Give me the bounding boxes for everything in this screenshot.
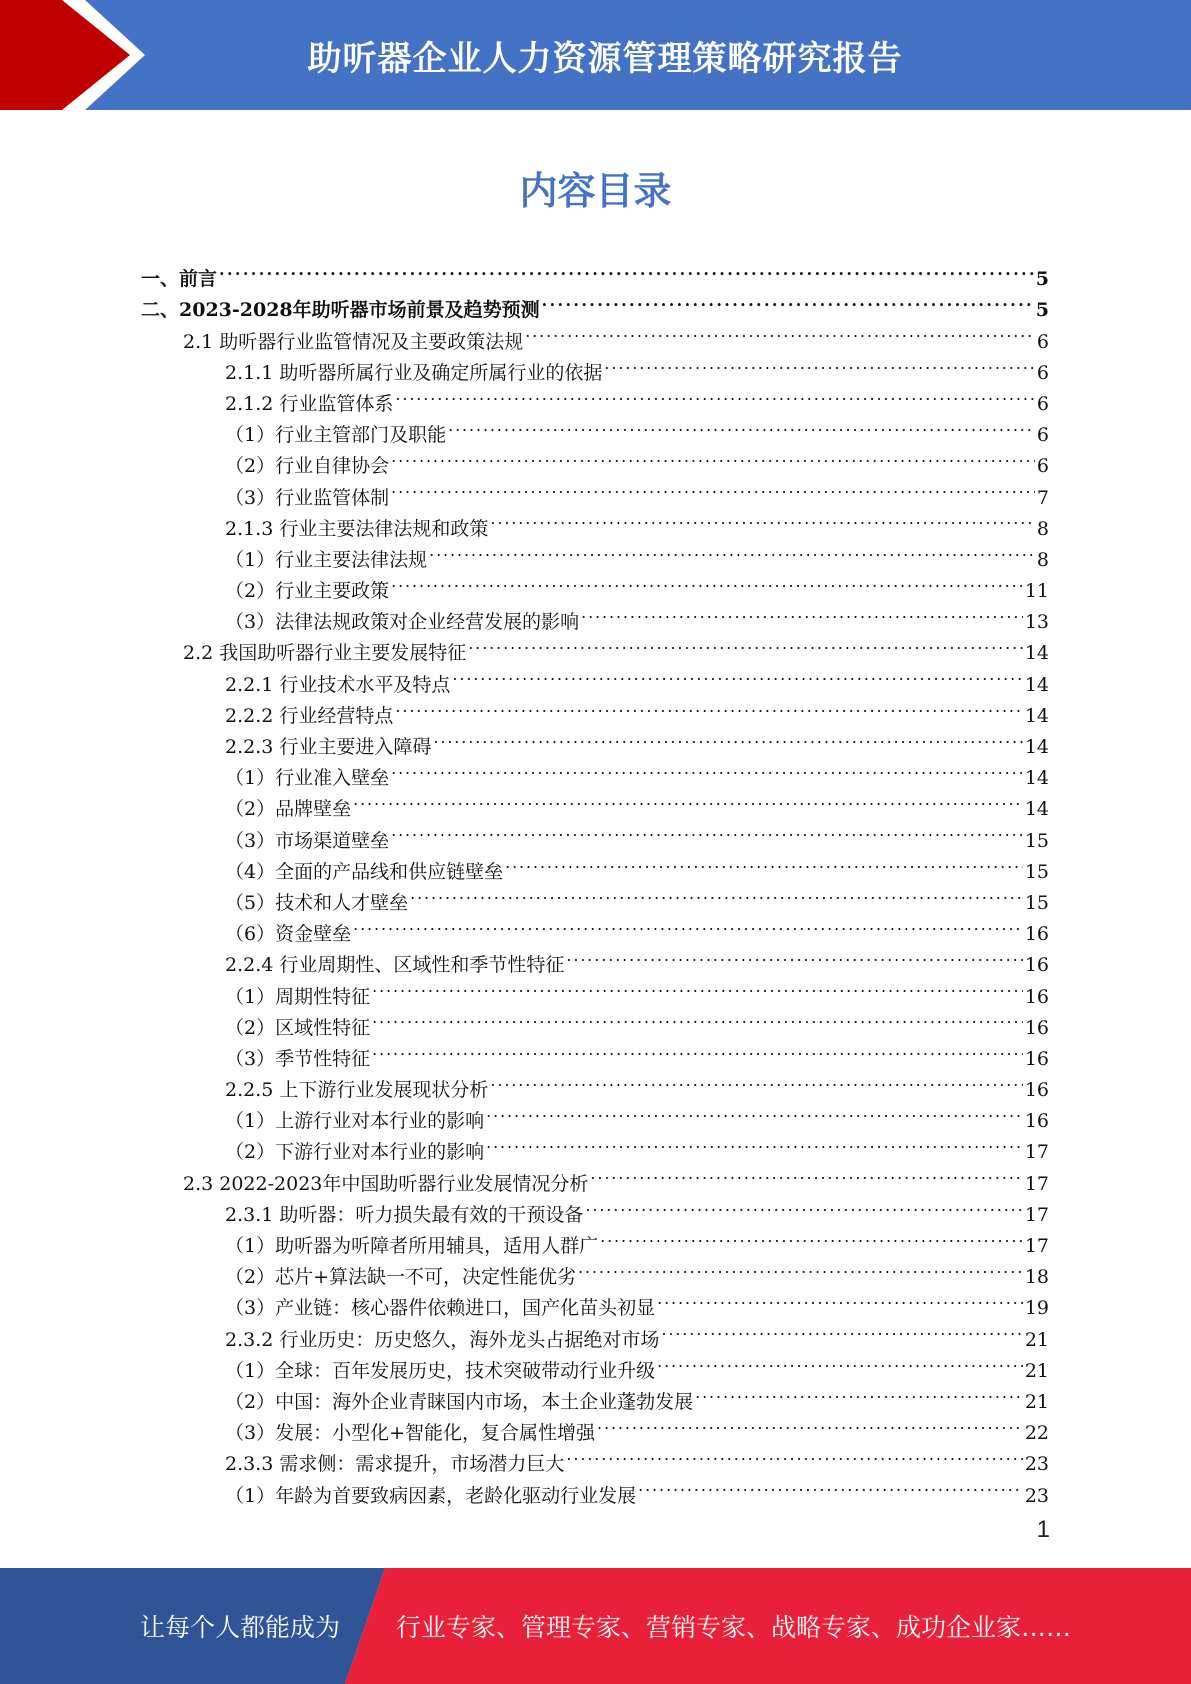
dot-leader <box>638 1470 1023 1501</box>
toc-entry-label: 2.3.2 行业历史：历史悠久，海外龙头占据绝对市场 <box>225 1328 660 1351</box>
toc-entry-label: 2.2.3 行业主要进入障碍 <box>225 736 432 758</box>
toc-entry-label: （3）法律法规政策对企业经营发展的影响 <box>225 611 580 634</box>
dot-leader <box>448 410 1035 441</box>
toc-entry-page: 15 <box>1024 891 1049 914</box>
dot-leader <box>429 535 1035 566</box>
dot-leader <box>490 504 1035 535</box>
footer-slogan-left: 让每个人都能成为 <box>140 1613 341 1642</box>
toc-entry-page: 14 <box>1024 642 1049 665</box>
dot-leader <box>391 815 1023 846</box>
dot-leader <box>433 722 1022 753</box>
toc-entry-label: 2.2 我国助听器行业主要发展特征 <box>183 642 467 665</box>
dot-leader <box>219 254 1034 285</box>
toc-entry-page: 21 <box>1024 1359 1049 1382</box>
toc-entry-page: 16 <box>1024 954 1049 977</box>
toc-entry-label: 2.1.1 助听器所属行业及确定所属行业的依据 <box>225 361 603 384</box>
header-banner <box>0 0 1191 110</box>
toc-entry-page: 22 <box>1024 1422 1049 1445</box>
toc-entry-page: 14 <box>1024 767 1049 790</box>
toc-entry-label: （6）资金壁垒 <box>225 923 352 946</box>
toc-entry-page: 11 <box>1024 580 1049 603</box>
footer-slogan-right: 行业专家、管理专家、营销专家、战略专家、成功企业家…… <box>396 1613 1072 1642</box>
toc-entry-page: 19 <box>1024 1297 1049 1320</box>
toc-entry-label: （1）上游行业对本行业的影响 <box>225 1110 485 1133</box>
dot-leader <box>391 566 1023 597</box>
toc-entry-label: （1）年龄为首要致病因素，老龄化驱动行业发展 <box>225 1484 637 1507</box>
toc-entry-label: （3）发展：小型化+智能化，复合属性增强 <box>225 1422 596 1445</box>
dot-leader <box>391 472 1035 503</box>
dot-leader <box>657 1283 1023 1314</box>
dot-leader <box>590 1158 1022 1189</box>
toc-heading: 内容目录 <box>519 168 672 213</box>
dot-leader <box>490 1065 1022 1096</box>
dot-leader <box>566 940 1022 971</box>
toc-entry-page: 5 <box>1035 268 1049 291</box>
toc-entry-page: 6 <box>1036 361 1049 384</box>
dot-leader <box>525 316 1035 347</box>
toc-entry-label: （1）行业准入壁垒 <box>225 767 390 790</box>
toc-entry-label: 2.2.1 行业技术水平及特点 <box>225 673 451 696</box>
toc-entry-page: 14 <box>1024 798 1049 821</box>
toc-entry-label: 2.1.2 行业监管体系 <box>225 392 394 415</box>
chevron-arrow-icon <box>0 0 160 110</box>
toc-entry-page: 15 <box>1024 860 1049 883</box>
dot-leader <box>585 1190 1022 1221</box>
toc-entry-label: （2）行业主要政策 <box>225 580 390 603</box>
toc-entry-label: 2.1 助听器行业监管情况及主要政策法规 <box>183 330 524 353</box>
dot-leader <box>566 1439 1022 1470</box>
toc-entry-label: （2）区域性特征 <box>225 1016 371 1039</box>
toc-entry-page: 16 <box>1024 923 1049 946</box>
toc-entry-page: 8 <box>1036 548 1049 571</box>
toc-entry[interactable] <box>141 254 1049 291</box>
dot-leader <box>410 878 1023 909</box>
toc-entry-page: 18 <box>1024 1266 1049 1289</box>
dot-leader <box>505 847 1023 878</box>
toc-entry-label: （2）中国：海外企业青睐国内市场，本土企业蓬勃发展 <box>225 1390 694 1413</box>
dot-leader <box>604 348 1035 379</box>
toc-entry-label: （5）技术和人才壁垒 <box>225 891 409 914</box>
dot-leader <box>600 1221 1023 1252</box>
toc-entry-label: （3）产业链：核心器件依赖进口，国产化苗头初显 <box>225 1297 656 1320</box>
dot-leader <box>372 1003 1023 1034</box>
toc-entry-page: 16 <box>1024 1079 1049 1102</box>
dot-leader <box>395 379 1035 410</box>
toc-entry-label: （2）下游行业对本行业的影响 <box>225 1141 485 1164</box>
dot-leader <box>468 628 1023 659</box>
toc-entry-label: （1）行业主要法律法规 <box>225 548 428 571</box>
toc-entry-page: 23 <box>1024 1484 1049 1507</box>
toc-entry-label: （2）芯片+算法缺一不可，决定性能优劣 <box>225 1266 577 1289</box>
dot-leader <box>372 1034 1023 1065</box>
toc-entry-label: 2.3 2022-2023年中国助听器行业发展情况分析 <box>183 1172 589 1195</box>
toc-entry-page: 21 <box>1024 1328 1049 1351</box>
toc-entry-page: 14 <box>1024 736 1049 758</box>
toc-entry-label: （3）行业监管体制 <box>225 486 390 509</box>
toc-entry-page: 5 <box>1035 299 1049 322</box>
dot-leader <box>542 285 1034 316</box>
toc-entry[interactable] <box>141 285 1049 322</box>
report-title: 助听器企业人力资源管理策略研究报告 <box>307 38 903 79</box>
dot-leader <box>597 1408 1023 1439</box>
toc-entry-label: （1）行业主管部门及职能 <box>225 424 447 447</box>
dot-leader <box>661 1314 1022 1345</box>
toc-entry-label: （2）品牌壁垒 <box>225 798 352 821</box>
toc-entry-page: 17 <box>1024 1203 1049 1226</box>
toc-entry-page: 17 <box>1024 1235 1049 1257</box>
toc-entry-label: 2.2.4 行业周期性、区域性和季节性特征 <box>225 954 565 977</box>
page-number: 1 <box>1036 1516 1050 1543</box>
toc-entry-label: （1）助听器为听障者所用辅具，适用人群广 <box>225 1235 599 1257</box>
toc-entry-page: 16 <box>1024 985 1049 1008</box>
dot-leader <box>581 597 1023 628</box>
dot-leader <box>391 441 1035 472</box>
toc-entry-label: 一、前言 <box>141 268 218 291</box>
toc-entry-label: 2.3.3 需求侧：需求提升，市场潜力巨大 <box>225 1453 565 1476</box>
toc-entry-label: （1）周期性特征 <box>225 985 371 1008</box>
dot-leader <box>353 784 1023 815</box>
footer-banner <box>0 1568 1191 1684</box>
toc-entry-page: 17 <box>1024 1172 1049 1195</box>
toc-entry-page: 8 <box>1036 517 1049 540</box>
dot-leader <box>486 1096 1023 1127</box>
toc-entry-page: 6 <box>1036 330 1049 353</box>
toc-entry-page: 16 <box>1024 1016 1049 1039</box>
dot-leader <box>452 659 1022 690</box>
table-of-contents <box>141 254 1049 1507</box>
toc-entry-label: 2.2.5 上下游行业发展现状分析 <box>225 1079 489 1102</box>
toc-entry-label: （3）季节性特征 <box>225 1047 371 1070</box>
toc-entry-label: （4）全面的产品线和供应链壁垒 <box>225 860 504 883</box>
dot-leader <box>486 1127 1023 1158</box>
toc-entry-label: （2）行业自律协会 <box>225 455 390 478</box>
toc-entry-page: 7 <box>1036 486 1049 509</box>
toc-entry-page: 17 <box>1024 1141 1049 1164</box>
toc-entry-page: 6 <box>1036 392 1049 415</box>
toc-entry-page: 15 <box>1024 829 1049 852</box>
toc-entry-page: 16 <box>1024 1110 1049 1133</box>
toc-entry-label: 2.1.3 行业主要法律法规和政策 <box>225 517 489 540</box>
dot-leader <box>391 753 1023 784</box>
toc-entry-page: 14 <box>1024 704 1049 727</box>
dot-leader <box>372 971 1023 1002</box>
dot-leader <box>395 691 1022 722</box>
toc-entry-label: 2.3.1 助听器：听力损失最有效的干预设备 <box>225 1203 584 1226</box>
dot-leader <box>695 1377 1023 1408</box>
dot-leader <box>578 1252 1023 1283</box>
toc-entry-page: 16 <box>1024 1047 1049 1070</box>
toc-entry-page: 14 <box>1024 673 1049 696</box>
toc-entry-page: 23 <box>1024 1453 1049 1476</box>
toc-entry-label: （3）市场渠道壁垒 <box>225 829 390 852</box>
toc-entry-label: （1）全球：百年发展历史，技术突破带动行业升级 <box>225 1359 656 1382</box>
dot-leader <box>353 909 1023 940</box>
toc-entry-page: 6 <box>1036 455 1049 478</box>
toc-entry-label: 二、2023-2028年助听器市场前景及趋势预测 <box>141 299 540 322</box>
toc-entry-page: 21 <box>1024 1390 1049 1413</box>
toc-entry-label: 2.2.2 行业经营特点 <box>225 704 394 727</box>
dot-leader <box>657 1346 1023 1377</box>
toc-entry-page: 13 <box>1024 611 1049 634</box>
toc-entry-page: 6 <box>1036 424 1049 447</box>
